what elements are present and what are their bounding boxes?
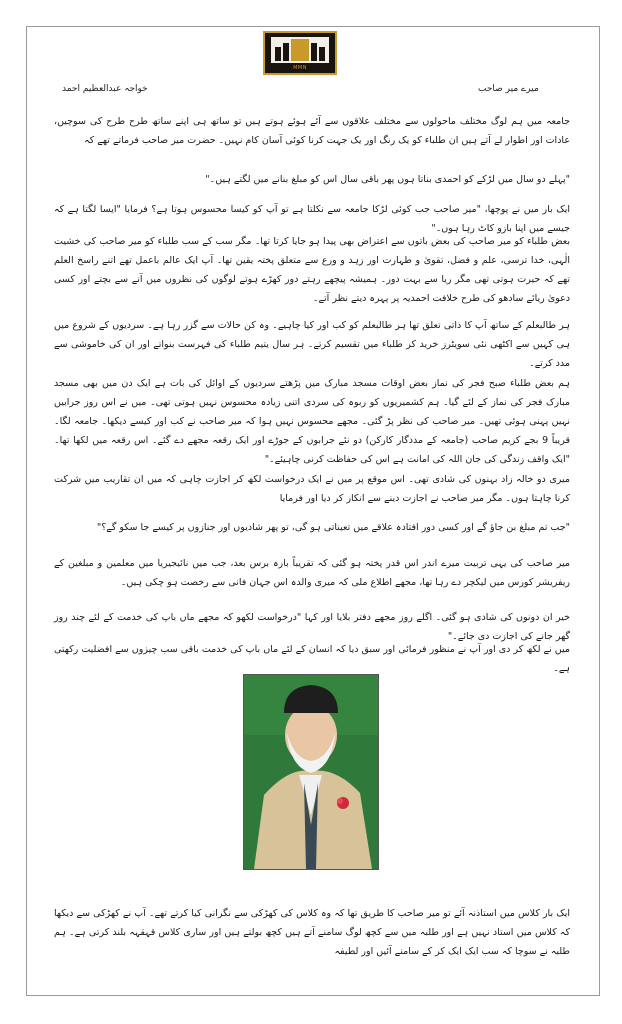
header-logo xyxy=(263,31,337,75)
paragraph-4: ہر طالبعلم کے ساتھ آپ کا ذاتی تعلق تھا ہر طالبعلم کو کب اور کیا چاہیے۔ وہ کن حالات سے گزر رہا ہے۔ سردیوں کے شروع میں ہی کہیں سے اکٹھی نئی سویٹرز خرید کر طلباء میں تقسیم کرتے۔ ہر سال یتیم طلباء کی فہرست بنواتے اور ان کی خاموشی سے مدد کرتے۔ xyxy=(54,320,570,369)
paragraph-2: ایک بار میں نے پوچھا، "میر صاحب جب کوئی لڑکا جامعہ سے نکلتا ہے تو آپ کو کیسا محسوس ہوتا ہے؟ فرمایا "ایسا لگتا ہے کہ جیسے میں اپنا بازو کاٹ رہا ہوں۔" xyxy=(54,204,570,234)
portrait-image xyxy=(244,675,378,869)
author-name: خواجہ عبدالعظیم احمد xyxy=(62,84,148,94)
paragraph-1: جامعہ میں ہم لوگ مختلف ماحولوں سے مختلف علاقوں سے آئے ہوئے ہوتے ہیں تو ساتھ ہی اپنے ساتھ طرح طرح کی سوچیں، عادات اور اطوار لے آتے ہیں ان طلباء کو یک رنگ اور یک جہت کرنا کوئی آسان کام نہیں۔ حضرت میر صاحب فرماتے تھے کہ xyxy=(54,116,570,146)
paragraph-5: ہم بعض طلباء صبح فجر کی نماز بعض اوقات مسجد مبارک میں پڑھتے سردیوں کے اوائل کی بات ہے ایک دن میں بھی مسجد مبارک فجر کی نماز کے لئے گیا۔ ہم کشمیریوں کو ربوہ کی سردی اتنی زیادہ محسوس نہیں ہوتی تھی۔ میں نے اس روز جرابیں نہیں پہنی ہوئی تھیں۔ میر صاحب کی نظر پڑ گئی۔ مجھے محسوس نہیں ہوا کہ میر صاحب نے کب اور کیسے دیکھا۔ جامعہ لگا۔ قریباً 9 بجے کریم صاحب (جامعہ کے مددگار کارکن) دو نئے جرابوں کے جوڑے اور ایک رقعہ مجھے دے گئے۔ اس رقعہ میں لکھا تھا۔ "ایک واقف زندگی کی جان اللہ کی امانت ہے اس کی حفاظت کرنی چاہیئے۔" xyxy=(54,378,570,465)
portrait-photo xyxy=(243,674,379,870)
paragraph-9: میں نے لکھ کر دی اور آپ نے منظور فرمائی اور سبق دیا کہ انسان کے لئے ماں باپ کی خدمت باقی سب چیزوں سے افضلیت رکھتی ہے۔ xyxy=(54,644,570,674)
paragraph-8: خیر ان دونوں کی شادی ہو گئی۔ اگلے روز مجھے دفتر بلایا اور کہا "درخواست لکھو کہ مجھے ماں باپ کی خدمت کے لئے چند روز گھر جانے کی اجازت دی جائے۔" xyxy=(54,612,570,642)
logo-emblem xyxy=(271,37,329,63)
paragraph-quote-1: "پہلے دو سال میں لڑکے کو احمدی بناتا ہوں پھر باقی سال اس کو مبلغ بنانے میں لگتے ہیں۔" xyxy=(205,174,570,185)
logo-text: MMN xyxy=(293,65,307,71)
paragraph-quote-2: "جب تم مبلغ بن جاؤ گے اور کسی دور افتادہ علاقے میں تعیناتی ہو گی، تو پھر شادیوں اور جنازوں پر کیسے جا سکو گے؟" xyxy=(96,522,570,533)
paragraph-10: ایک بار کلاس میں استاذنہ آئے تو میر صاحب کا طریق تھا کہ وہ کلاس کی کھڑکی سے نگرانی کیا کرتے تھے۔ آپ نے کھڑکی سے دیکھا کہ کلاس میں استاد نہیں ہے اور طلبہ میں سے کچھ لوگ سامنے آتے ہیں کچھ بولتے ہیں اور ساری کلاس قہقہہ بلند کرتی ہے۔ ہم طلبہ نے سوچا کہ سب ایک ایک کر کے سامنے آئیں اور لطیفہ xyxy=(54,908,570,957)
article-title: میرے میر صاحب xyxy=(478,84,539,94)
paragraph-3: بعض طلباء کو میر صاحب کی بعض باتوں سے اعتراض بھی پیدا ہو جایا کرتا تھا۔ مگر سب کے سب طلباء کو میر صاحب کی خشیت الٰہی، خدا ترسی، علم و فضل، تقویٰ و طہارت اور زہد و ورع سے متعلق پختہ یقین تھا۔ آپ ایک عالم باعمل تھے اتنے راسخ العلم تھے کہ حیرت ہوتی تھی مگر ریا سے بہت دور۔ ہمیشہ پیچھے رہتے دور کھڑے ہوتے لوگوں کی نظروں میں آنے سے بچتے اور کسی دعویٰ ریائے سادھو کی طرح خلافت احمدیہ پر پہرہ دیتے نظر آتے۔ xyxy=(54,236,570,304)
paragraph-6: میری دو خالہ زاد بہنوں کی شادی تھی۔ اس موقع پر میں نے ایک درخواست لکھ کر اجازت چاہی کہ میں ان تقاریب میں شرکت کرنا چاہتا ہوں۔ مگر میر صاحب نے اجازت دینے سے انکار کر دیا اور فرمایا xyxy=(54,474,570,504)
paragraph-7: میر صاحب کی یہی تربیت میرے اندر اس قدر پختہ ہو گئی کہ تقریباً بارہ برس بعد، جب میں نائیجیریا میں معلمین و مبلغین کے ریفریشر کورس میں لیکچر دے رہا تھا، مجھے اطلاع ملی کہ میری والدہ اس جہان فانی سے رخصت ہو چکی ہیں۔ xyxy=(54,558,570,588)
